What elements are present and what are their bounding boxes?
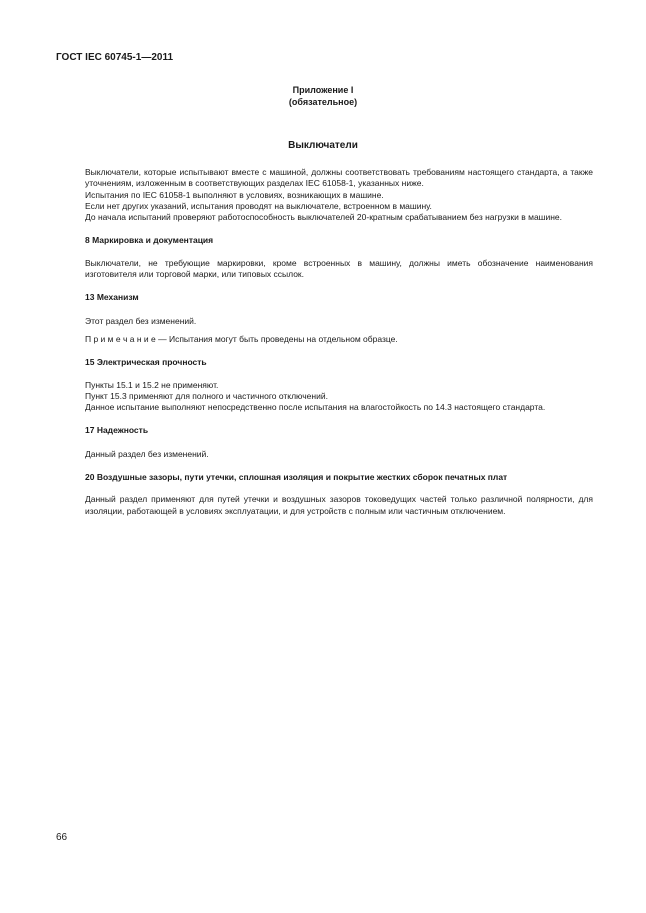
annex-heading (0, 84, 646, 108)
intro-paragraph-2: Испытания по IEC 61058-1 выполняют в условиях, возникающих в машине. (85, 189, 384, 200)
section-13-text: Этот раздел без изменений. (85, 315, 197, 326)
section-15-heading: 15 Электрическая прочность (85, 357, 207, 368)
intro-paragraph-4: До начала испытаний проверяют работоспособность выключателей 20-кратным срабатыванием без нагрузки в машине. (85, 212, 563, 223)
section-15-text-2: Пункт 15.3 применяют для полного и частичного отключений. (85, 390, 328, 401)
note-label: П р и м е ч а н и е (85, 333, 156, 344)
section-8-text: Выключатели, не требующие маркировки, кроме встроенных в машину, должны иметь обозначение наименования изготовителя или торговой марки, или типовых ссылок. (85, 257, 593, 280)
section-8-heading: 8 Маркировка и документация (85, 235, 214, 246)
intro-paragraph-1: Выключатели, которые испытывают вместе с машиной, должны соответствовать требованиям настоящего стандарта, а также уточнениям, изложенным в соответствующих разделах IEC 61058-1, указанных ниже. (85, 167, 593, 189)
section-20-text: Данный раздел применяют для путей утечки и воздушных зазоров токоведущих частей только различной полярности, для изоляции, работающей в условиях эксплуатации, и для устройств с полным или частичным отключением. (85, 494, 593, 516)
section-17-heading: 17 Надежность (85, 425, 149, 436)
section-15-text-3: Данное испытание выполняют непосредственно после испытания на влагостойкость по 14.3 настоящего стандарта. (85, 402, 546, 413)
note-text: — Испытания могут быть проведены на отдельном образце. (155, 333, 398, 344)
page-number: 66 (56, 832, 68, 843)
section-13-note (85, 334, 593, 345)
annex-status: (обязательное) (288, 97, 358, 107)
section-13-heading: 13 Механизм (85, 292, 139, 303)
document-body (85, 167, 593, 517)
annex-title: Приложение I (292, 85, 354, 95)
section-17-text: Данный раздел без изменений. (85, 448, 209, 459)
intro-paragraph-3: Если нет других указаний, испытания проводят на выключателе, встроенном в машину. (85, 200, 432, 211)
section-20-heading: 20 Воздушные зазоры, пути утечки, сплошная изоляция и покрытие жестких сборок печатных плат (85, 472, 508, 483)
standard-code: ГОСТ IEC 60745-1—2011 (56, 52, 174, 63)
section-15-text-1: Пункты 15.1 и 15.2 не применяют. (85, 379, 219, 390)
page-title: Выключатели (288, 140, 358, 151)
